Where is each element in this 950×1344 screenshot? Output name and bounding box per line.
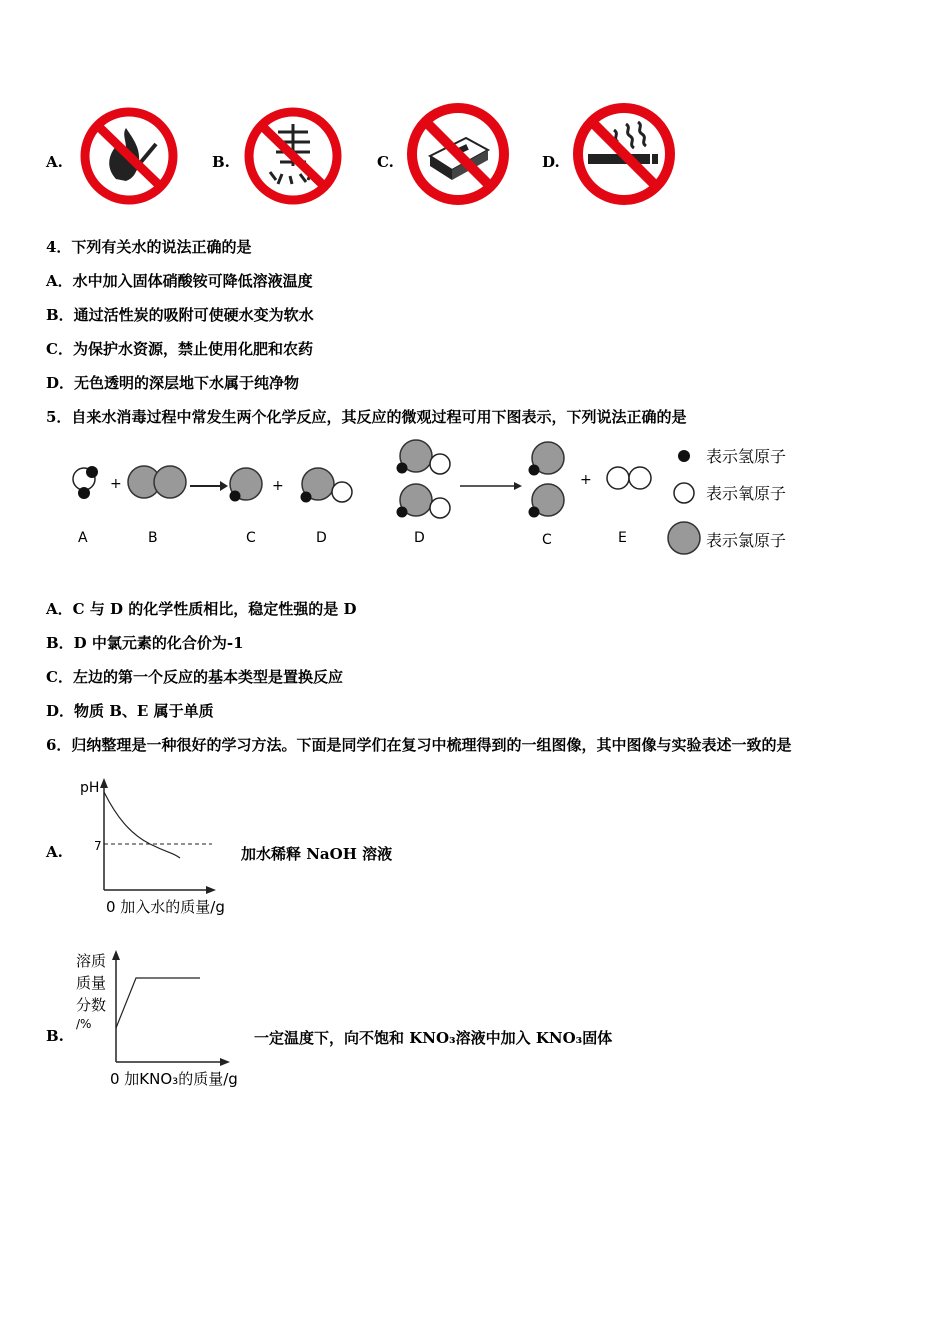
graph-b-xlabel: 0 加KNO₃的质量/g [110, 1070, 238, 1088]
no-smoking-icon [570, 100, 680, 208]
graph-b-ylabel-1: 溶质 [76, 952, 107, 970]
sign-d-label: D. [542, 153, 560, 171]
oxygen-atom-icon [674, 483, 694, 503]
plus-sign-2: + [272, 478, 284, 494]
molecule-d-pair [397, 440, 451, 518]
legend [668, 447, 786, 554]
graph-a-tick: 7 [94, 839, 102, 853]
molecule-a [73, 466, 98, 499]
graph-a-ylabel: pH [80, 780, 100, 796]
question-5-option-c: C．左边的第一个反应的基本类型是置换反应 [46, 668, 343, 686]
question-6-option-b-label: B. [46, 1027, 64, 1045]
hydrogen-atom-icon [678, 450, 690, 462]
label-d: D [316, 530, 327, 546]
question-6-option-a-desc: 加水稀释 NaOH 溶液 [241, 845, 393, 863]
question-5-option-a: A．C 与 D 的化学性质相比，稳定性强的是 D [46, 600, 357, 618]
chlorine-atom-icon [668, 522, 700, 554]
question-4-option-b: B．通过活性炭的吸附可使硬水变为软水 [46, 306, 314, 324]
legend-oxygen: 表示氧原子 [706, 484, 787, 503]
question-5-option-b: B．D 中氯元素的化合价为-1 [46, 634, 244, 652]
reaction-arrow-1 [190, 481, 228, 491]
question-6-stem: 6．归纳整理是一种很好的学习方法。下面是同学们在复习中梳理得到的一组图像，其中图像与实验表述一致的是 [46, 736, 792, 754]
no-open-flame-icon [76, 104, 182, 208]
question-5-stem: 5．自来水消毒过程中常发生两个化学反应，其反应的微观过程可用下图表示，下列说法正确的是 [46, 408, 687, 426]
question-4-option-a: A．水中加入固体硝酸铵可降低溶液温度 [46, 272, 313, 290]
label-c-right: C [542, 532, 552, 548]
reaction-arrow-2 [460, 482, 522, 490]
question-4-stem: 4．下列有关水的说法正确的是 [46, 238, 252, 256]
sign-a-label: A. [46, 153, 63, 171]
sign-c-label: C. [377, 153, 394, 171]
molecule-c-pair [529, 442, 565, 518]
question-6-option-b-desc: 一定温度下，向不饱和 KNO₃溶液中加入 KNO₃固体 [254, 1029, 613, 1047]
question-5-option-d: D．物质 B、E 属于单质 [46, 702, 214, 720]
graph-b-ylabel-3: 分数 [76, 996, 107, 1014]
graph-b-ylabel-2: 质量 [76, 974, 107, 992]
graph-a-xlabel: 0 加入水的质量/g [106, 898, 225, 916]
label-e: E [618, 530, 627, 546]
molecule-e [607, 467, 651, 489]
molecule-d [301, 468, 353, 503]
plus-sign-3: + [580, 472, 592, 488]
plus-sign-1: + [110, 476, 122, 492]
graph-a [76, 772, 246, 922]
question-6-option-a-label: A. [46, 843, 63, 861]
legend-hydrogen: 表示氢原子 [706, 447, 787, 466]
graph-b-ylabel-4: /% [76, 1017, 92, 1031]
no-matches-icon [404, 100, 512, 208]
label-b: B [148, 530, 158, 546]
sign-b-label: B. [212, 153, 230, 171]
label-a: A [78, 530, 88, 546]
graph-b [74, 944, 254, 1094]
question-4-option-c: C．为保护水资源，禁止使用化肥和农药 [46, 340, 313, 358]
no-fireworks-icon [240, 104, 346, 208]
question-4-option-d: D．无色透明的深层地下水属于纯净物 [46, 374, 300, 392]
legend-chlorine: 表示氯原子 [706, 531, 787, 550]
molecule-b [128, 466, 186, 498]
label-d-right: D [414, 530, 425, 546]
label-c: C [246, 530, 256, 546]
reaction-diagram [60, 432, 820, 562]
molecule-c [230, 468, 263, 502]
